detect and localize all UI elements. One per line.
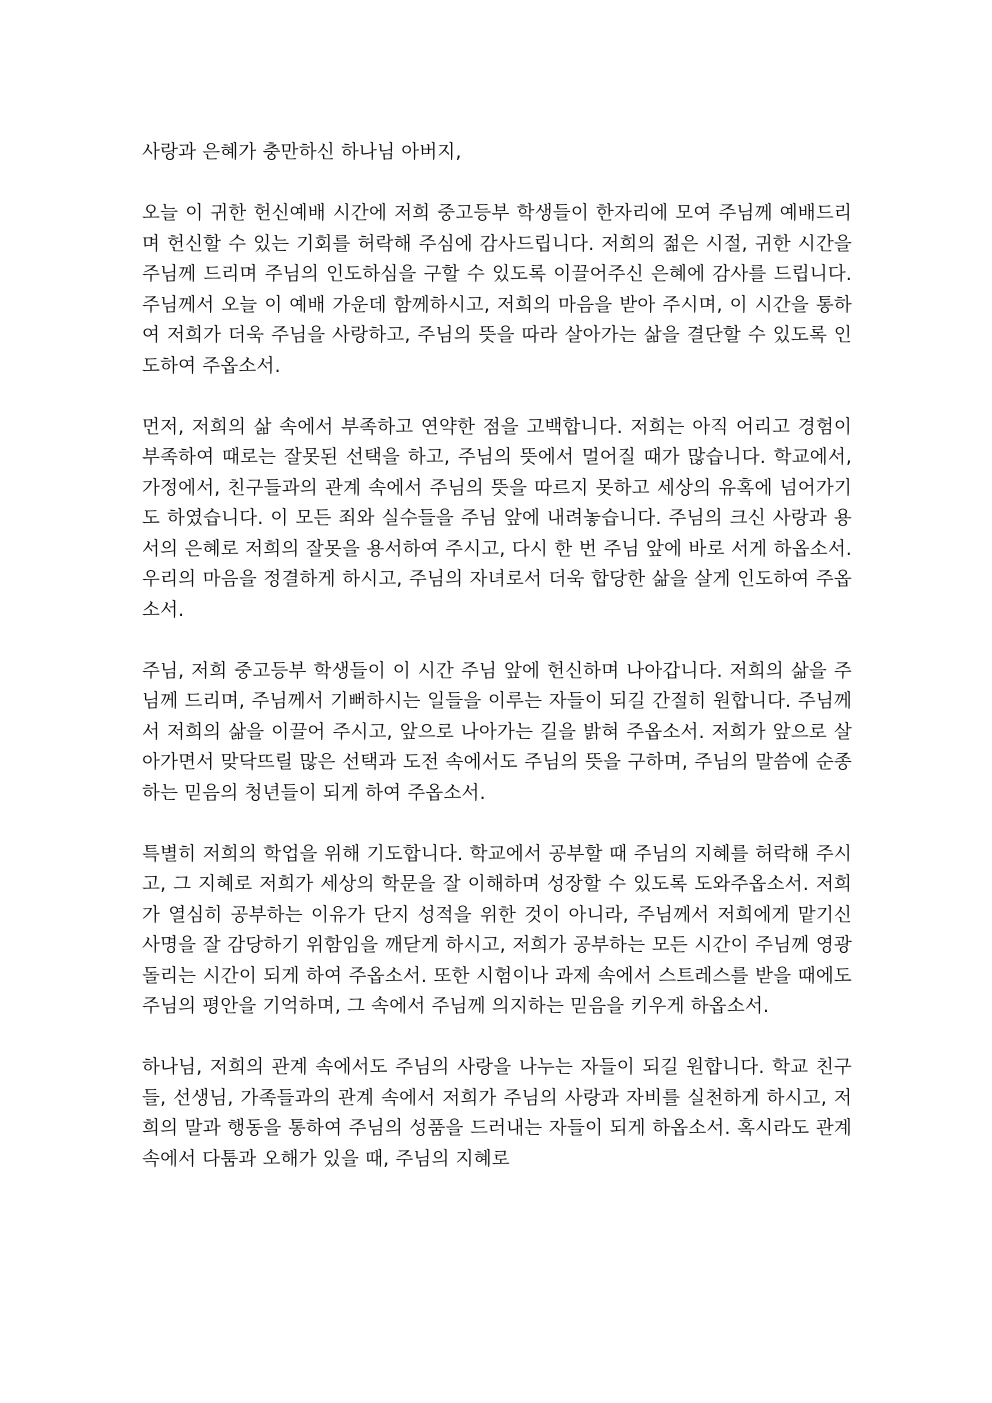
prayer-paragraph-2: 먼저, 저희의 삶 속에서 부족하고 연약한 점을 고백합니다. 저희는 아직 어리고 경험이 부족하여 때로는 잘못된 선택을 하고, 주님의 뜻에서 멀어질 때가 많습니다. 학교에서, 가정에서, 친구들과의 관계 속에서 주님의 뜻을 따르지 못하고 세상의 유혹에 넘어가기도 하였습니다. 이 모든 죄와 실수들을 주님 앞에 내려놓습니다. 주님의 크신 사랑과 용서의 은혜로 저희의 잘못을 용서하여 주시고, 다시 한 번 주님 앞에 바로 서게 하옵소서. 우리의 마음을 정결하게 하시고, 주님의 자녀로서 더욱 합당한 삶을 살게 인도하여 주옵소서. bbox=[142, 416, 852, 621]
prayer-paragraph-4: 특별히 저희의 학업을 위해 기도합니다. 학교에서 공부할 때 주님의 지혜를 허락해 주시고, 그 지혜로 저희가 세상의 학문을 잘 이해하며 성장할 수 있도록 도와주옵소서. 저희가 열심히 공부하는 이유가 단지 성적을 위한 것이 아니라, 주님께서 저희에게 맡기신 사명을 잘 감당하기 위함임을 깨닫게 하시고, 저희가 공부하는 모든 시간이 주님께 영광 돌리는 시간이 되게 하여 주옵소서. 또한 시험이나 과제 속에서 스트레스를 받을 때에도 주님의 평안을 기억하며, 그 속에서 주님께 의지하는 믿음을 키우게 하옵소서. bbox=[142, 843, 852, 1017]
prayer-text-body bbox=[142, 138, 852, 1206]
prayer-paragraph-5: 하나님, 저희의 관계 속에서도 주님의 사랑을 나누는 자들이 되길 원합니다. 학교 친구들, 선생님, 가족들과의 관계 속에서 저희가 주님의 사랑과 자비를 실천하게 하시고, 저희의 말과 행동을 통하여 주님의 성품을 드러내는 자들이 되게 하옵소서. 혹시라도 관계 속에서 다툼과 오해가 있을 때, 주님의 지혜로 bbox=[142, 1057, 852, 1170]
prayer-paragraph-1: 오늘 이 귀한 헌신예배 시간에 저희 중고등부 학생들이 한자리에 모여 주님께 예배드리며 헌신할 수 있는 기회를 허락해 주심에 감사드립니다. 저희의 젊은 시절, 귀한 시간을 주님께 드리며 주님의 인도하심을 구할 수 있도록 이끌어주신 은혜에 감사를 드립니다. 주님께서 오늘 이 예배 가운데 함께하시고, 저희의 마음을 받아 주시며, 이 시간을 통하여 저희가 더욱 주님을 사랑하고, 주님의 뜻을 따라 살아가는 삶을 결단할 수 있도록 인도하여 주옵소서. bbox=[142, 203, 852, 377]
prayer-paragraph-3: 주님, 저희 중고등부 학생들이 이 시간 주님 앞에 헌신하며 나아갑니다. 저희의 삶을 주님께 드리며, 주님께서 기뻐하시는 일들을 이루는 자들이 되길 간절히 원합니다. 주님께서 저희의 삶을 이끌어 주시고, 앞으로 나아가는 길을 밝혀 주옵소서. 저희가 앞으로 살아가면서 맞닥뜨릴 많은 선택과 도전 속에서도 주님의 뜻을 구하며, 주님의 말씀에 순종하는 믿음의 청년들이 되게 하여 주옵소서. bbox=[142, 660, 852, 804]
prayer-greeting: 사랑과 은혜가 충만하신 하나님 아버지, bbox=[142, 142, 462, 163]
